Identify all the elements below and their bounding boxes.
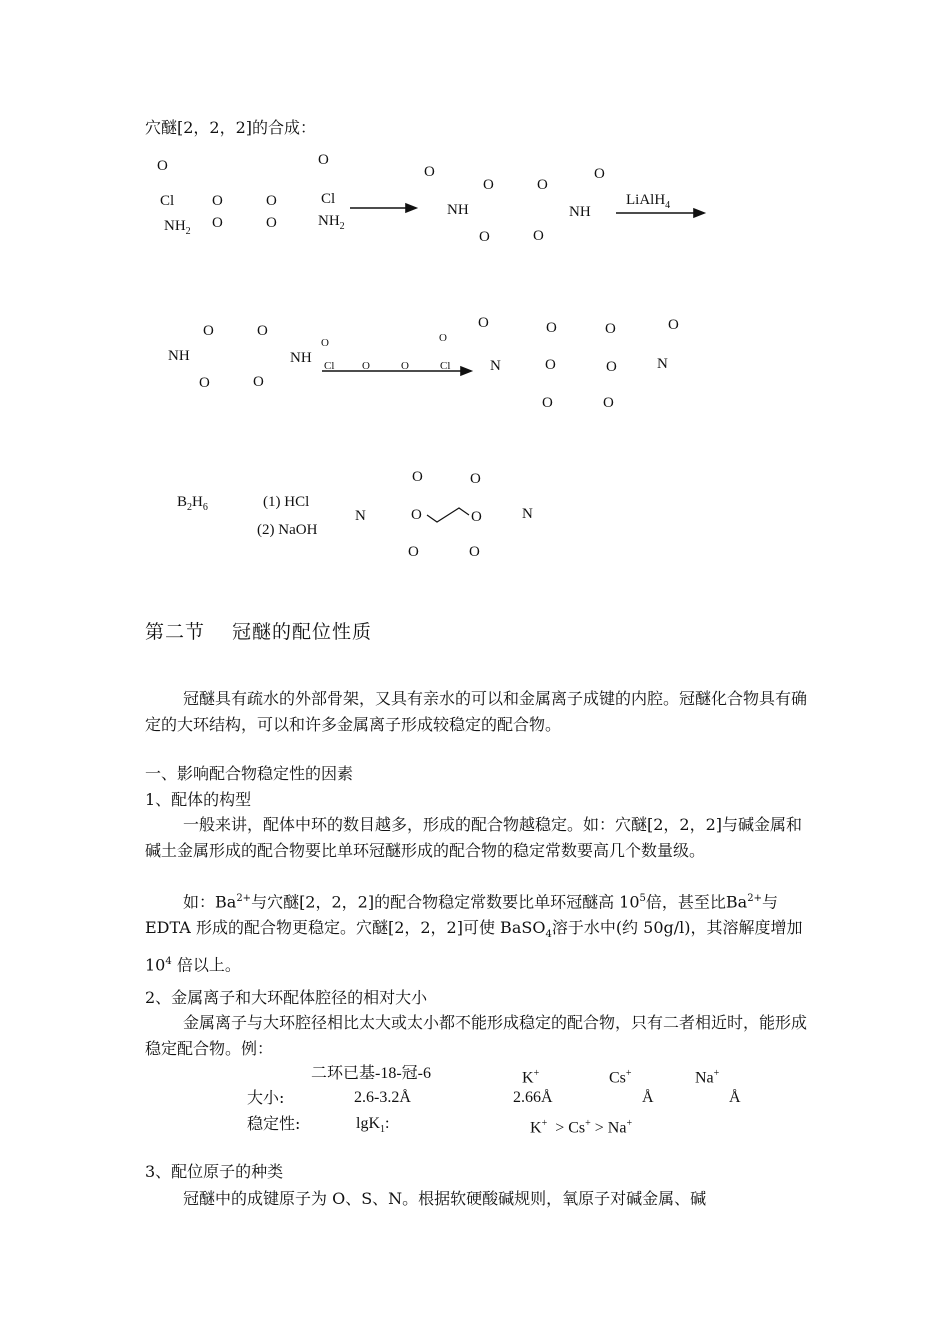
paragraph-3-text: 金属离子与大环腔径相比太大或太小都不能形成稳定的配合物，只有二者相近时，能形成稳定配合物。例： bbox=[145, 1013, 808, 1058]
atom-o: O bbox=[483, 177, 494, 193]
reagent-atom-o: O bbox=[401, 360, 409, 372]
atom-o: O bbox=[408, 544, 419, 560]
atom-cl: Cl bbox=[160, 193, 175, 209]
atom-o: O bbox=[203, 323, 214, 339]
table-size-ligand: 2.6-3.2Å bbox=[354, 1089, 411, 1106]
heading-1: 一、影响配合物稳定性的因素 bbox=[145, 764, 354, 783]
atom-n: N bbox=[522, 506, 533, 522]
table-ligand: 二环已基-18-冠-6 bbox=[311, 1065, 431, 1082]
atom-o: O bbox=[668, 317, 679, 333]
atom-o: O bbox=[546, 320, 557, 336]
atom-cl: Cl bbox=[321, 191, 336, 207]
section-title: 第二节 冠醚的配位性质 bbox=[145, 621, 373, 643]
paragraph-1 bbox=[145, 812, 810, 864]
reagent-atom-cl: Cl bbox=[324, 360, 335, 372]
paragraph-2 bbox=[145, 886, 810, 978]
table-ion-na: Na+ bbox=[695, 1068, 720, 1087]
table-size-label: 大小: bbox=[247, 1088, 285, 1107]
group-nh: NH bbox=[447, 202, 469, 218]
reagent-atom-cl: Cl bbox=[440, 360, 451, 372]
atom-o: O bbox=[471, 509, 482, 525]
atom-o: O bbox=[533, 228, 544, 244]
group-nh: NH bbox=[290, 350, 312, 366]
atom-o: O bbox=[606, 359, 617, 375]
atom-o: O bbox=[470, 471, 481, 487]
reagent-lialh4: LiAlH$_4$ bbox=[626, 192, 671, 211]
intro-paragraph bbox=[145, 686, 810, 738]
atom-n: N bbox=[355, 508, 366, 524]
atom-o: O bbox=[266, 193, 277, 209]
atom-o: O bbox=[542, 395, 553, 411]
paragraph-4 bbox=[145, 1186, 810, 1212]
reaction-arrow-2-head bbox=[694, 209, 704, 217]
atom-o: O bbox=[318, 152, 329, 168]
scheme-title: 穴醚[2，2，2]的合成： bbox=[145, 118, 317, 137]
atom-o: O bbox=[253, 374, 264, 390]
atom-o: O bbox=[478, 315, 489, 331]
atom-o: O bbox=[411, 507, 422, 523]
reaction-arrow-3-head bbox=[461, 367, 471, 375]
reagent-step-1: (1) HCl bbox=[263, 494, 310, 510]
atom-o: O bbox=[537, 177, 548, 193]
reagent-atom-o: O bbox=[362, 360, 370, 372]
heading-1-3: 3、配位原子的种类 bbox=[145, 1162, 284, 1181]
atom-o: O bbox=[594, 166, 605, 182]
table-size-k: 2.66Å bbox=[513, 1089, 553, 1106]
reagent-atom-o: O bbox=[439, 332, 447, 344]
atom-o: O bbox=[412, 469, 423, 485]
reagent-step-2: (2) NaOH bbox=[257, 522, 318, 538]
table-ion-k: K+ bbox=[522, 1068, 540, 1087]
atom-n: N bbox=[657, 356, 668, 372]
atom-o: O bbox=[603, 395, 614, 411]
paragraph-3 bbox=[145, 1010, 810, 1062]
atom-o: O bbox=[424, 164, 435, 180]
paragraph-2-text: 如：$Ba^{2+}$与穴醚[2，2，2]的配合物稳定常数要比单环冠醚高 $10^5$倍，甚至比$Ba^{2+}$与 EDTA 形成的配合物更稳定。穴醚[2，2，2]可使 BaSO$_4$溶于水中(约 50g/l)，其溶解度增加 $10^4$ 倍以上。 bbox=[145, 892, 803, 974]
paragraph-1-text: 一般来讲，配体中环的数目越多，形成的配合物越稳定。如：穴醚[2，2，2]与碱金属和碱土金属形成的配合物要比单环冠醚形成的配合物的稳定常数要高几个数量级。 bbox=[145, 815, 803, 860]
group-nh2: $NH_2$ bbox=[318, 213, 345, 232]
reaction-arrow-1-head bbox=[406, 204, 416, 212]
group-nh2: $NH_2$ bbox=[164, 218, 191, 237]
group-nh: NH bbox=[569, 204, 591, 220]
atom-o: O bbox=[469, 544, 480, 560]
table-ion-cs: Cs+ bbox=[609, 1068, 632, 1087]
atom-o: O bbox=[605, 321, 616, 337]
group-nh: NH bbox=[168, 348, 190, 364]
atom-o: O bbox=[212, 215, 223, 231]
atom-n: N bbox=[490, 358, 501, 374]
atom-o: O bbox=[266, 215, 277, 231]
paragraph-4-text: 冠醚中的成键原子为 O、S、N。根据软硬酸碱规则，氧原子对碱金属、碱 bbox=[183, 1189, 707, 1208]
table-size-cs: Å bbox=[642, 1089, 654, 1106]
table-stability-label: 稳定性: bbox=[247, 1114, 301, 1133]
reagent-atom-o: O bbox=[321, 337, 329, 349]
heading-1-1: 1、配体的构型 bbox=[145, 790, 252, 809]
reagent-b2h6: $B_2H_6$ bbox=[177, 494, 208, 513]
table-stability-order: K+ > Cs+ > Na+ bbox=[530, 1118, 633, 1137]
heading-1-2: 2、金属离子和大环配体腔径的相对大小 bbox=[145, 988, 428, 1007]
table-lgk: lgK$_1$: bbox=[356, 1115, 390, 1136]
atom-o: O bbox=[157, 158, 168, 174]
ethylene-bridge bbox=[427, 508, 469, 522]
atom-o: O bbox=[199, 375, 210, 391]
intro-text: 冠醚具有疏水的外部骨架，又具有亲水的可以和金属离子成键的内腔。冠醚化合物具有确定的大环结构，可以和许多金属离子形成较稳定的配合物。 bbox=[145, 689, 808, 734]
table-size-na: Å bbox=[729, 1089, 741, 1106]
atom-o: O bbox=[545, 357, 556, 373]
atom-o: O bbox=[212, 193, 223, 209]
atom-o: O bbox=[479, 229, 490, 245]
atom-o: O bbox=[257, 323, 268, 339]
